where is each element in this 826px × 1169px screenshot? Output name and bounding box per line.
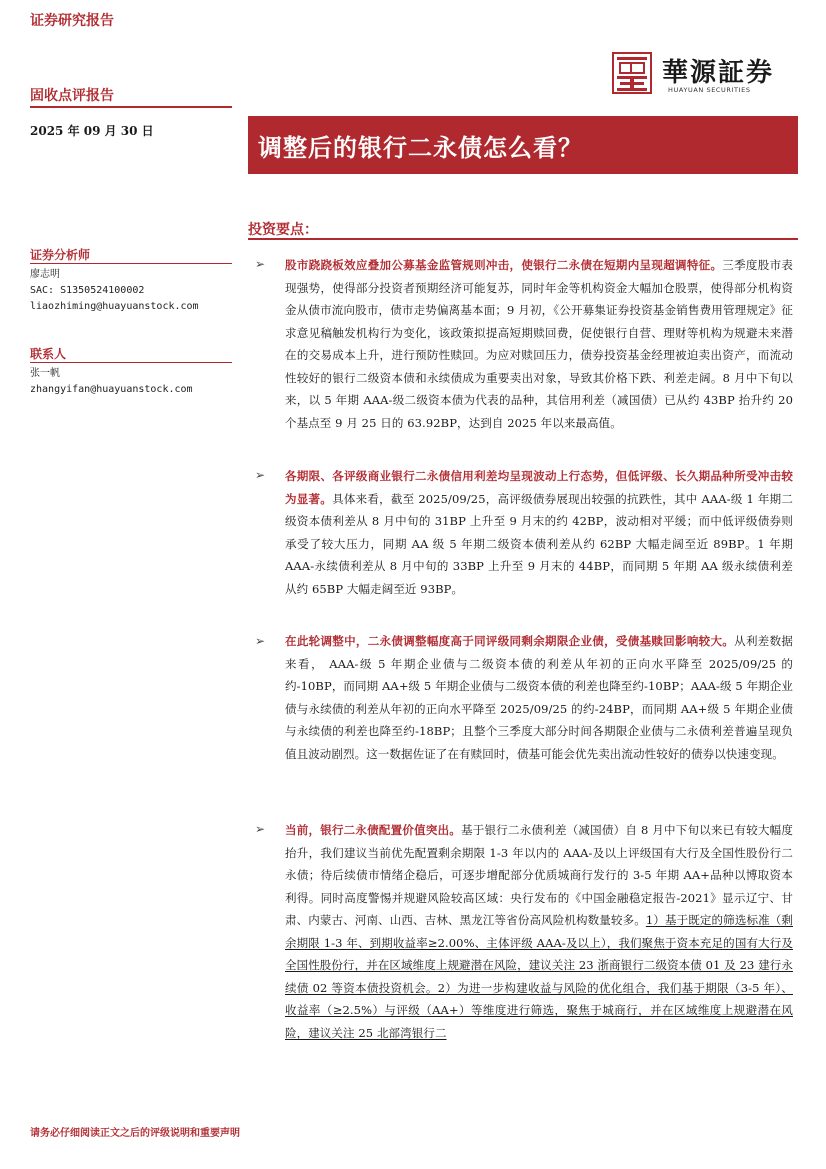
section-divider — [248, 238, 798, 240]
bullet-paragraph-1 — [285, 254, 793, 434]
bullet-marker-icon: ➢ — [255, 468, 266, 482]
company-logo — [612, 52, 802, 100]
analyst-name: 廖志明 — [30, 269, 60, 280]
bullet-4-highlight: 当前，银行二永债配置价值突出。 — [285, 823, 462, 837]
contact-info — [30, 366, 193, 398]
logo-mark-icon — [612, 52, 652, 94]
bullet-marker-icon: ➢ — [255, 822, 266, 836]
footer-disclaimer: 请务必仔细阅读正文之后的评级说明和重要声明 — [30, 1128, 240, 1139]
logo-name-en: HUAYUAN SECURITIES — [668, 86, 751, 94]
analyst-sac: SAC: S1350524100002 — [30, 285, 145, 296]
bullet-paragraph-4 — [285, 819, 793, 1044]
bullet-marker-icon: ➢ — [255, 634, 266, 648]
divider-left — [30, 106, 232, 108]
report-subtype-label: 固收点评报告 — [30, 88, 114, 104]
page-title: 调整后的银行二永债怎么看？ — [258, 133, 583, 162]
bullet-4-body: 基于银行二永债利差（减国债）自 8 月中下旬以来已有较大幅度抬升，我们建议当前优先配置剩余期限 1-3 年以内的 AAA-及以上评级国有大行及全国性股份行二永债；待后续债市情绪企稳后，可逐步增配部分优质城商行发行的 3-5 年期 AA+品种以博取资本利得。同时高度警惕并规避风险较高区域：央行发布的《中国金融稳定报告-2021》显示辽宁、甘肃、内蒙古、河南、山西、吉林、黑龙江等省份高风险机构数量较多。 — [285, 823, 794, 927]
bullet-3-highlight: 在此轮调整中，二永债调整幅度高于同评级同剩余期限企业债，受债基赎回影响较大。 — [285, 634, 735, 648]
contact-divider — [30, 362, 232, 363]
analyst-divider — [30, 263, 232, 264]
logo-name-cn: 華源証券 — [662, 58, 775, 88]
bullet-1-highlight: 股市跷跷板效应叠加公募基金监管规则冲击，使银行二永债在短期内呈现超调特征。 — [285, 258, 723, 272]
bullet-3-body: 从利差数据来看， AAA-级 5 年期企业债与二级资本债的利差从年初的正向水平降至 2025/09/25 的约-10BP，而同期 AA+级 5 年期企业债与二级资本债的利差也降至约-10BP；AAA-级 5 年期企业债与永续债的利差从年初的正向水平降至 2025/09/25 的约-24BP，而同期 AA+级 5 年期企业债与永续债的利差也降至约-18BP；且整个三季度大部分时间各期限企业债与二永债利差普遍呈现负值且波动剧烈。这一数据佐证了在有赎回时，债基可能会优先卖出流动性较好的债券以快速变现。 — [285, 634, 794, 761]
bullet-4-underlined: 1）基于既定的筛选标准（剩余期限 1-3 年、到期收益率≥2.00%、主体评级 AAA-及以上），我们聚焦于资本充足的国有大行及全国性股份行，并在区域维度上规避潜在风险，建议关注 23 浙商银行二级资本债 01 及 23 建行永续债 02 等资本债投资机会。2）为进一步构建收益与风险的优化组合，我们基于期限（3-5 年）、收益率（≥2.5%）与评级（AA+）等维度进行筛选，聚焦于城商行，并在区域维度上规避潜在风险，建议关注 25 北部湾银行二 — [285, 913, 793, 1040]
contact-heading: 联系人 — [30, 347, 67, 361]
analyst-info — [30, 267, 199, 315]
bullet-2-highlight: 各期限、各评级商业银行二永债信用利差均呈现波动上行态势，但低评级、长久期品种所受冲击较为显著。 — [285, 469, 793, 506]
bullet-marker-icon: ➢ — [255, 257, 266, 271]
bullet-1-body: 三季度股市表现强势，使得部分投资者预期经济可能复苏，同时年金等机构资金大幅加仓股票，使得部分机构资金从债市流向股市，债市走势偏离基本面；9 月初，《公开募集证券投资基金销售费用管理规定》征求意见稿触发机构行为变化，该政策拟提高短期赎回费，促使银行自营、理财等机构为规避未来潜在的交易成本上升，进行预防性赎回。为应对赎回压力，债券投资基金经理被迫卖出资产，而流动性较好的银行二级资本债和永续债成为重要卖出对象，导致其价格下跌、利差走阔。8 月中下旬以来，以 5 年期 AAA-级二级资本债为代表的品种，其信用利差（减国债）已从约 43BP 抬升约 20 个基点至 9 月 25 日的 63.92BP，达到自 2025 年以来最高值。 — [285, 258, 793, 430]
bullet-paragraph-2 — [285, 465, 793, 600]
section-heading: 投资要点： — [248, 222, 318, 238]
title-banner — [248, 116, 798, 174]
analyst-heading: 证券分析师 — [30, 248, 91, 262]
bullet-2-body: 具体来看，截至 2025/09/25，高评级债券展现出较强的抗跌性，其中 AAA-级 1 年期二级资本债利差从 8 月中旬的 31BP 上升至 9 月末的约 42BP，波动相对平缓；而中低评级债券则承受了较大压力，同期 AA 级 5 年期二级资本债利差从约 62BP 大幅走阔至近 89BP。1 年期 AAA-永续债利差从 8 月中旬的 33BP 上升至 9 月末的 44BP，而同期 5 年期 AA 级永续债利差从约 65BP 大幅走阔至近 93BP。 — [285, 491, 793, 596]
report-type-label: 证券研究报告 — [30, 13, 114, 29]
report-date: 2025 年 09 月 30 日 — [30, 124, 154, 138]
bullet-paragraph-3 — [285, 630, 793, 765]
contact-name: 张一帆 — [30, 368, 60, 379]
contact-email[interactable]: zhangyifan@huayuanstock.com — [30, 384, 193, 395]
analyst-email[interactable]: liaozhiming@huayuanstock.com — [30, 301, 199, 312]
